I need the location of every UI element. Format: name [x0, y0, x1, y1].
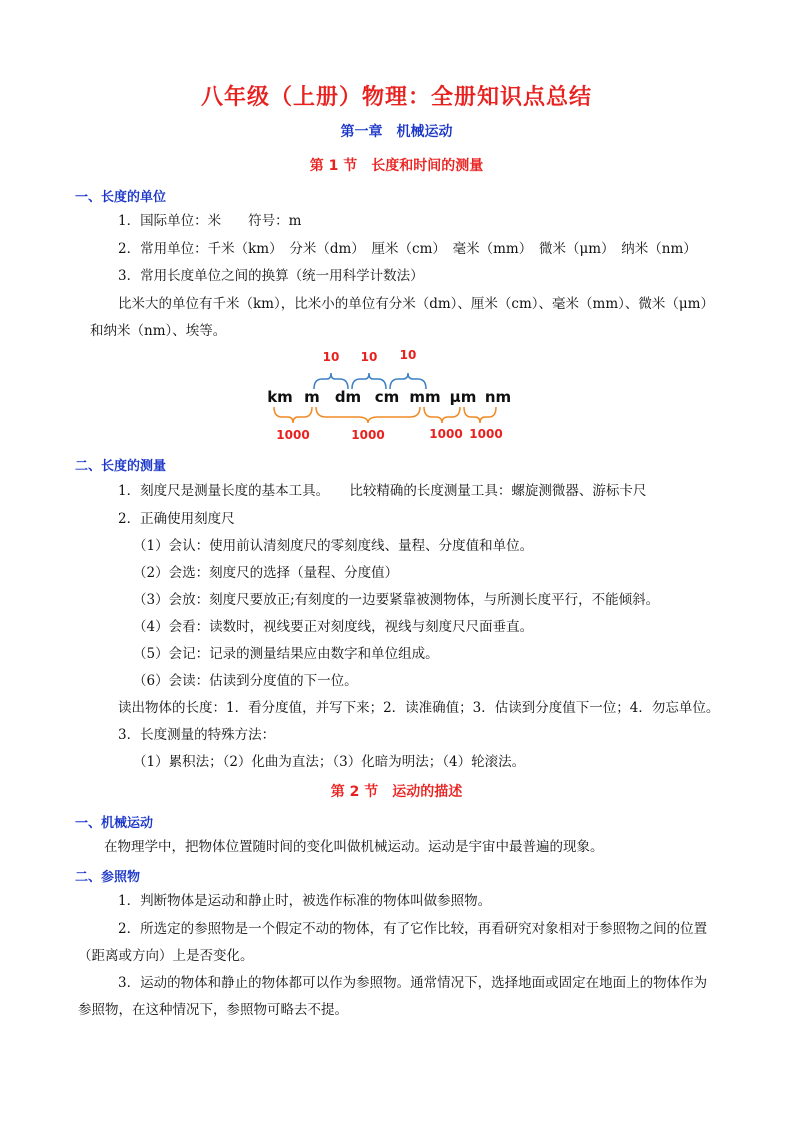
bottom-label: 1000	[429, 427, 463, 441]
heading-length-units: 一、长度的单位	[75, 190, 167, 205]
text-line: 在物理学中，把物体位置随时间的变化叫做机械运动。运动是宇宙中最普遍的现象。	[104, 839, 604, 855]
unit-label: mm	[409, 388, 441, 406]
text-line: （3）会放：刻度尺要放正;有刻度的一边要紧靠被测物体，与所测长度平行，不能倾斜。	[133, 592, 660, 608]
text-line: 3．运动的物体和静止的物体都可以作为参照物。通常情况下，选择地面或固定在地面上的物体作为	[118, 975, 708, 991]
text-line: 1．国际单位：米 符号：m	[118, 213, 302, 229]
unit-label: nm	[484, 388, 512, 406]
text-line: 参照物，在这种情况下，参照物可略去不提。	[78, 1002, 348, 1018]
text-line: （距离或方向）上是否变化。	[78, 948, 254, 964]
text-line: 3．常用长度单位之间的换算（统一用科学计数法）	[118, 268, 424, 284]
bottom-label: 1000	[276, 428, 310, 442]
text-line: 1．判断物体是运动和静止时，被选作标准的物体叫做参照物。	[118, 893, 492, 909]
text-line: 比米大的单位有千米（km），比米小的单位有分米（dm）、厘米（cm）、毫米（mm）、微米（μm）	[118, 296, 714, 312]
unit-label: cm	[374, 388, 400, 406]
unit-conversion-diagram	[260, 345, 520, 450]
top-label: 10	[399, 348, 417, 362]
heading-reference-object: 二、参照物	[75, 870, 141, 885]
text-line: 和纳米（nm）、埃等。	[90, 323, 227, 339]
text-line: 2．正确使用刻度尺	[118, 511, 235, 527]
bottom-label: 1000	[469, 427, 503, 441]
heading-length-measurement: 二、长度的测量	[75, 459, 167, 474]
document-title: 八年级（上册）物理：全册知识点总结	[200, 85, 592, 110]
top-label: 10	[360, 350, 378, 364]
section-title-2: 第 2 节 运动的描述	[330, 784, 463, 800]
text-line: 3．长度测量的特殊方法：	[118, 727, 276, 743]
bottom-braces	[274, 407, 496, 423]
text-line: （1）会认：使用前认清刻度尺的零刻度线、量程、分度值和单位。	[133, 538, 534, 554]
text-line: 2．所选定的参照物是一个假定不动的物体，有了它作比较，再看研究对象相对于参照物之间的位置	[118, 921, 708, 937]
chapter-title: 第一章 机械运动	[340, 124, 453, 140]
top-braces	[314, 373, 426, 389]
unit-label: μm	[449, 388, 477, 406]
top-label: 10	[322, 350, 340, 364]
section-title-1: 第 1 节 长度和时间的测量	[309, 158, 484, 174]
heading-mechanical-motion: 一、机械运动	[75, 816, 154, 831]
text-line: （5）会记：记录的测量结果应由数字和单位组成。	[133, 646, 439, 662]
text-line: （4）会看：读数时，视线要正对刻度线，视线与刻度尺尺面垂直。	[133, 619, 534, 635]
bottom-label: 1000	[351, 428, 385, 442]
text-line: （2）会选：刻度尺的选择（量程、分度值）	[133, 565, 399, 581]
unit-label: km	[267, 388, 293, 406]
text-line: 读出物体的长度：1．看分度值，并写下来；2．读准确值；3．估读到分度值下一位；4．勿忘单位。	[118, 700, 720, 716]
text-line: 2．常用单位：千米（km） 分米（dm） 厘米（cm） 毫米（mm） 微米（μm） 纳米（nm）	[118, 241, 697, 257]
unit-label: dm	[334, 388, 362, 406]
text-line: 1．刻度尺是测量长度的基本工具。 比较精确的长度测量工具：螺旋测微器、游标卡尺	[118, 483, 647, 499]
text-line: （1）累积法；（2）化曲为直法；（3）化暗为明法；（4）轮滚法。	[133, 754, 526, 770]
unit-label: m	[304, 388, 320, 406]
text-line: （6）会读：估读到分度值的下一位。	[133, 673, 358, 689]
